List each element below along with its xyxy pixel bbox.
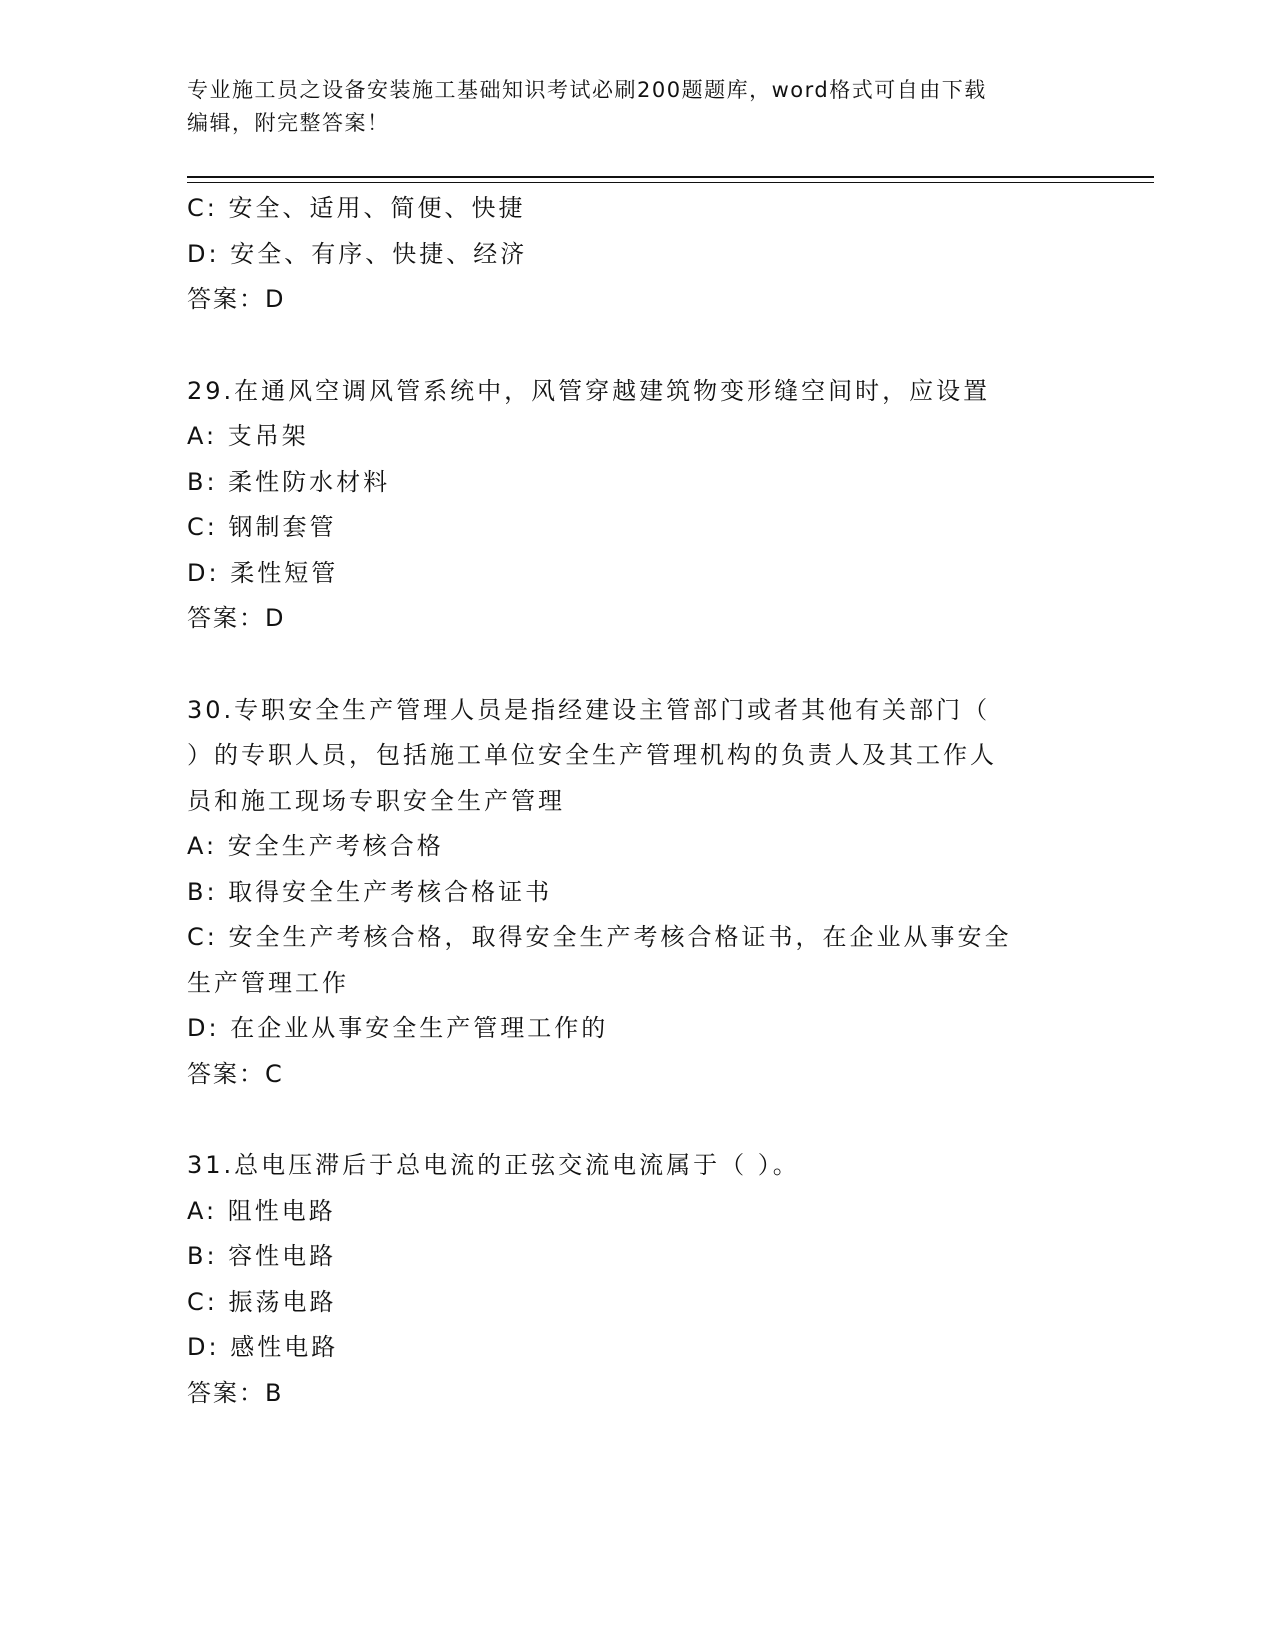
header-divider-thick [187, 176, 1154, 178]
answer-line: 答案：D [187, 285, 286, 313]
answer-line: 答案：B [187, 1378, 284, 1407]
option-b: B: 容性电路 [187, 1242, 337, 1270]
option-c: C: 振荡电路 [187, 1287, 337, 1316]
header-title-line-1: 专业施工员之设备安装施工基础知识考试必刷200题题库，word格式可自由下载 [187, 78, 987, 102]
option-c: C: 安全生产考核合格，取得安全生产考核合格证书，在企业从事安全 [187, 923, 1012, 951]
document-header [187, 74, 1067, 140]
option-d: D: 感性电路 [187, 1333, 339, 1361]
answer-line: 答案：C [187, 1059, 284, 1088]
option-c-continued: 生产管理工作 [187, 968, 349, 997]
option-d: D: 安全、有序、快捷、经济 [187, 239, 528, 268]
question-list [187, 186, 1087, 1416]
header-divider-thin [187, 182, 1154, 183]
option-a: A: 安全生产考核合格 [187, 832, 444, 860]
header-title-line-2: 编辑，附完整答案！ [187, 111, 390, 135]
question-stem: 31.总电压滞后于总电流的正弦交流电流属于（ ）。 [187, 1151, 800, 1179]
spacer [187, 642, 1087, 688]
question-block-30 [187, 688, 1087, 1098]
question-block-29 [187, 369, 1087, 642]
answer-line: 答案：D [187, 604, 286, 632]
question-stem: 29.在通风空调风管系统中，风管穿越建筑物变形缝空间时，应设置 [187, 376, 991, 405]
question-stem-line-3: 员和施工现场专职安全生产管理 [187, 786, 565, 815]
question-stem-line-2: ）的专职人员，包括施工单位安全生产管理机构的负责人及其工作人 [187, 741, 997, 769]
question-block-31 [187, 1143, 1087, 1416]
option-a: A: 阻性电路 [187, 1196, 336, 1225]
option-d: D: 柔性短管 [187, 558, 339, 587]
option-c: C: 钢制套管 [187, 513, 337, 541]
option-b: B: 取得安全生产考核合格证书 [187, 877, 553, 906]
option-b: B: 柔性防水材料 [187, 467, 391, 496]
option-d: D: 在企业从事安全生产管理工作的 [187, 1014, 609, 1042]
question-stem-line-1: 30.专职安全生产管理人员是指经建设主管部门或者其他有关部门（ [187, 695, 991, 724]
option-c: C: 安全、适用、简便、快捷 [187, 194, 526, 222]
option-a: A: 支吊架 [187, 422, 309, 450]
question-block-28 [187, 186, 1087, 323]
spacer [187, 323, 1087, 369]
spacer [187, 1097, 1087, 1143]
